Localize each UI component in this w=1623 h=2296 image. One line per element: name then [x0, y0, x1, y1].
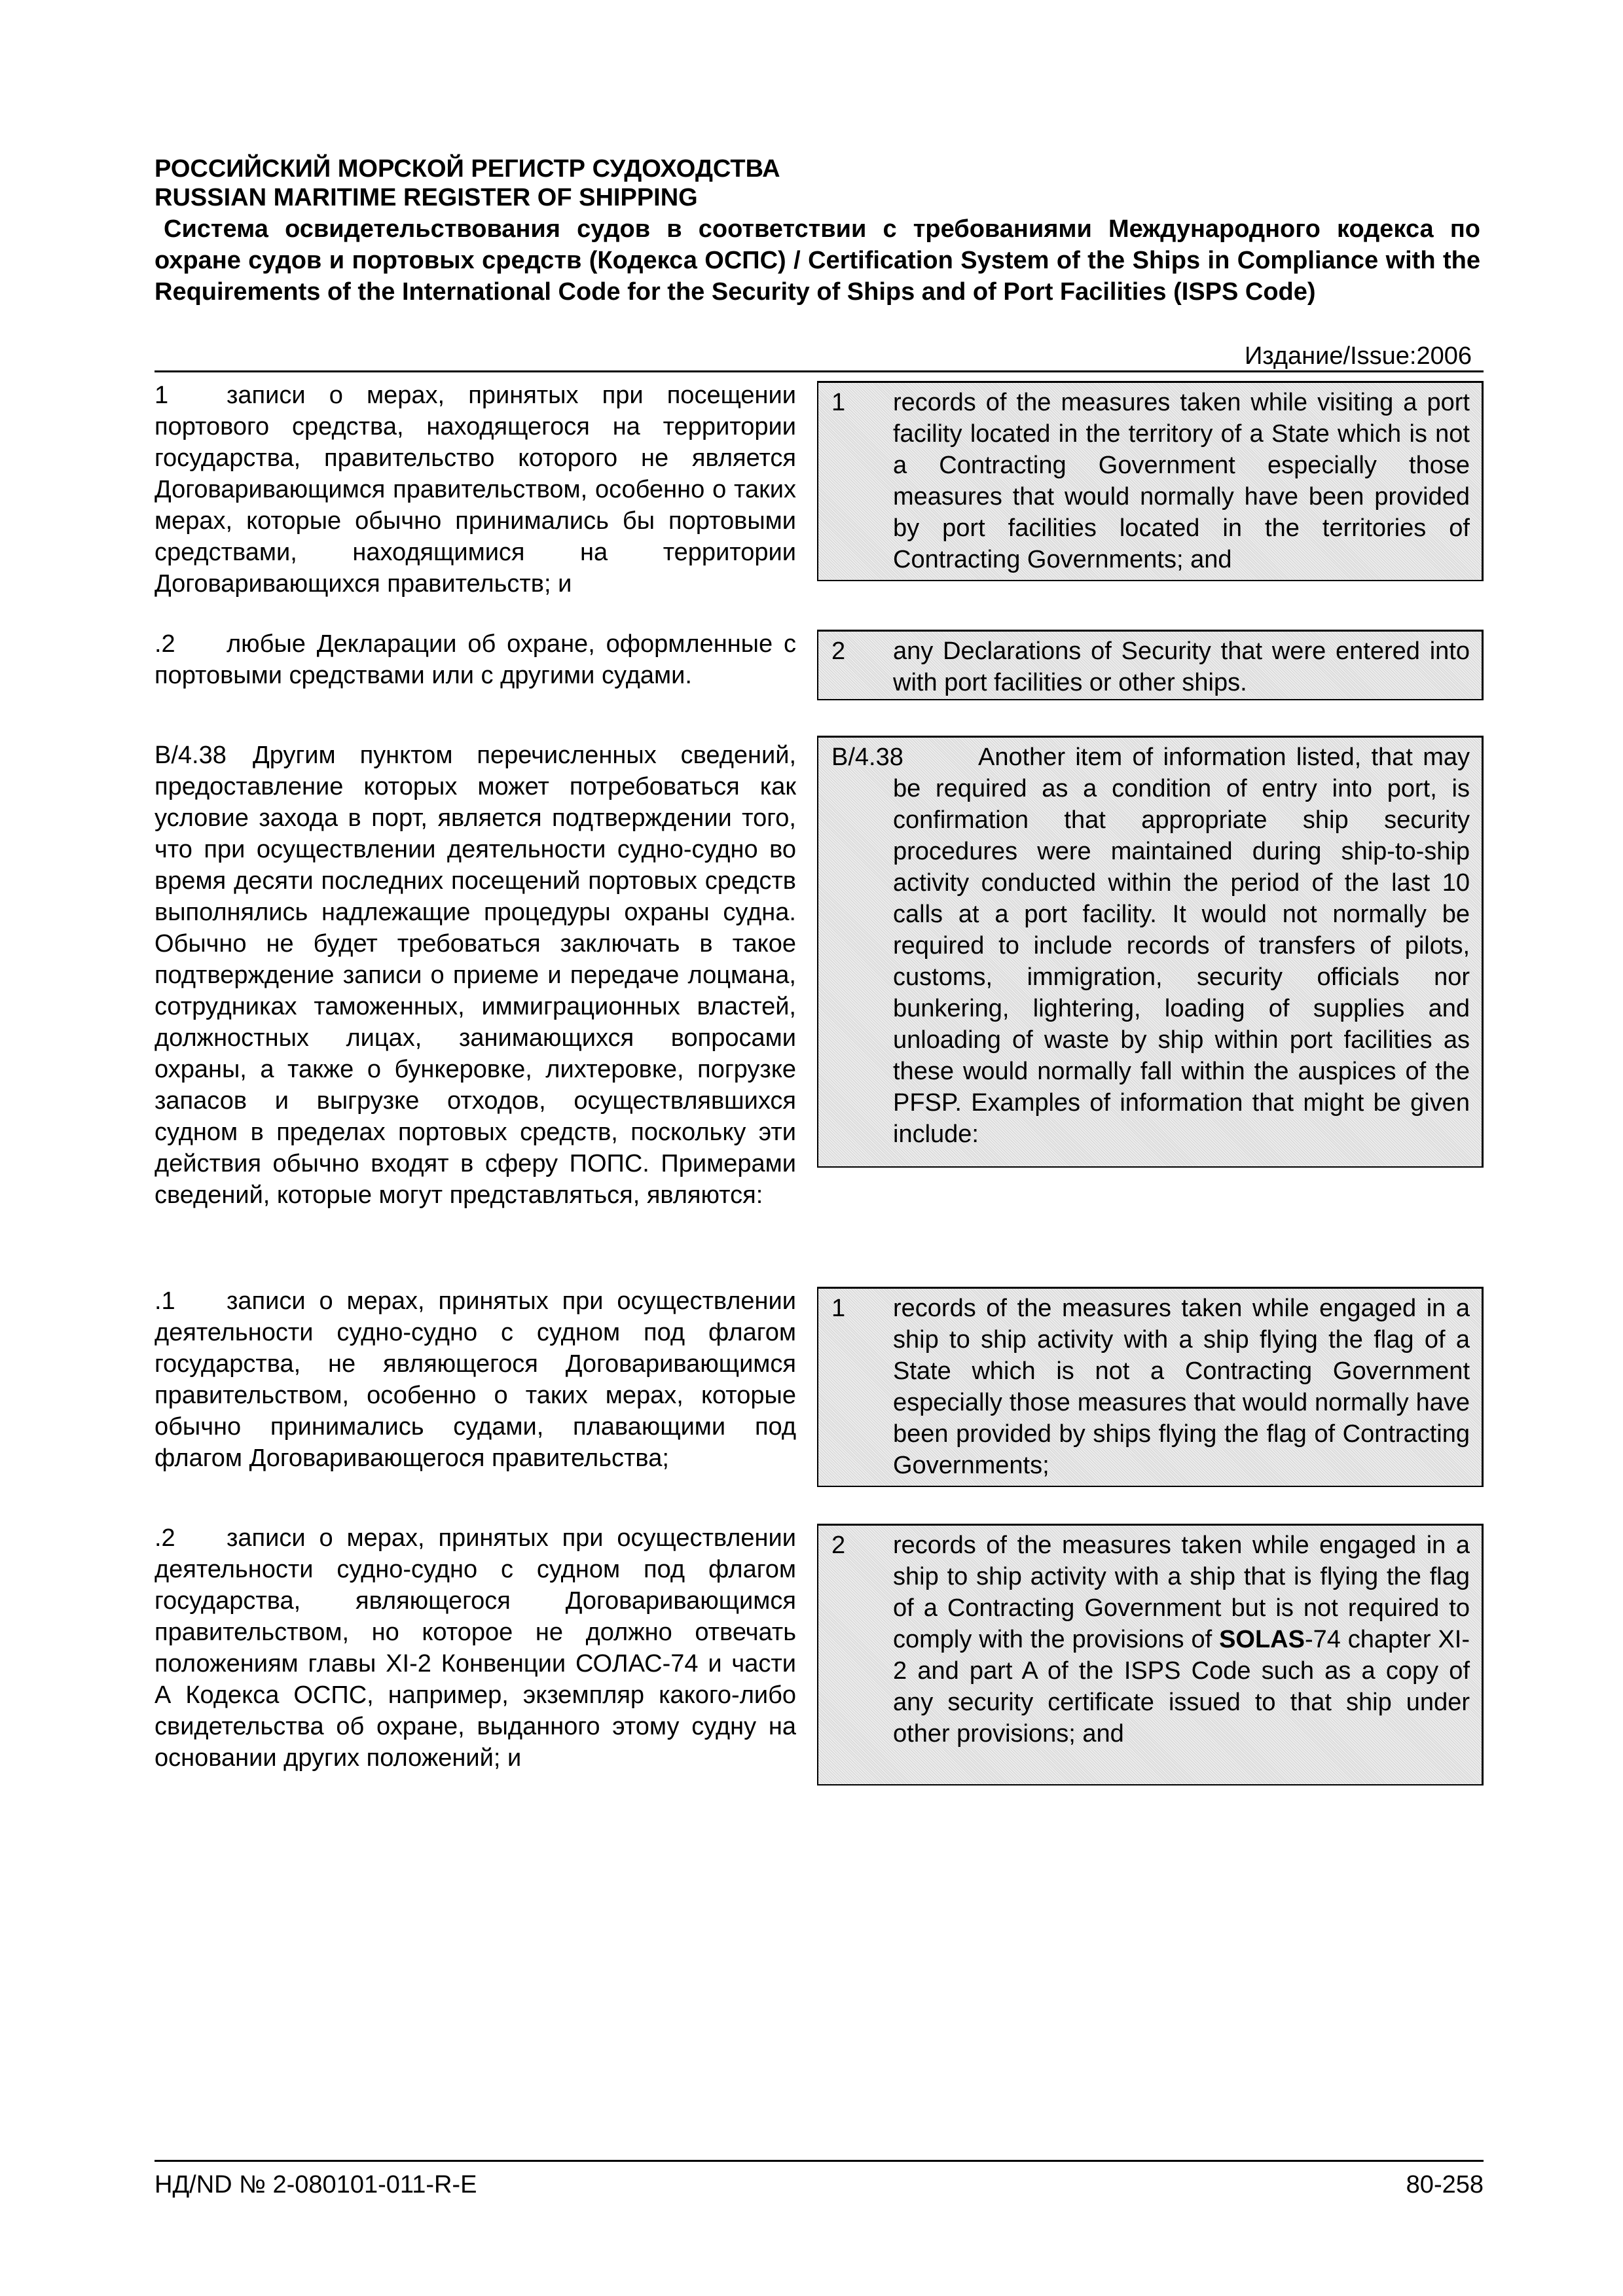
- org-name-ru: РОССИЙСКИЙ МОРСКОЙ РЕГИСТР СУДОХОДСТВА: [155, 155, 780, 183]
- page-number: 80-258: [1406, 2171, 1484, 2198]
- ru-item-text: записи о мерах, принятых при осуществлении деятельности судно-судно с судном под флагом государства, не являющегося Договаривающимся правительством, особенно о таких мерах, которые обычно принимались судами, плавающими под флагом Договаривающегося правительства;: [155, 1287, 796, 1472]
- en-paragraph-b438: [817, 736, 1484, 1168]
- ru-paragraph-3: [155, 1285, 796, 1474]
- ru-item-text: записи о мерах, принятых при посещении портового средства, находящегося на территории государства, правительство которого не является Договаривающимся правительством, особенно о таких мерах, которые обычно принимались бы портовыми средствами, находящимися на территории Договаривающихся правительств; и: [155, 382, 796, 598]
- ru-item-number: B/4.38: [155, 742, 227, 769]
- document-number: НД/ND № 2-080101-011-R-E: [155, 2171, 477, 2198]
- ru-paragraph-2: [155, 628, 796, 691]
- ru-item-text: Другим пунктом перечисленных сведений, предоставление которых может потребоваться как условие захода в порт, является подтверждении того, что при осуществлении деятельности судно-судно во время десяти последних посещений портовых средств выполнялись надлежащие процедуры охраны судна. Обычно не будет требоваться заключать в такое подтверждение записи о приеме и передаче лоцмана, сотрудниках таможенных, иммиграционных властей, должностных лицах, занимающихся вопросами охраны, а также о бункеровке, лихтеровке, погрузке запасов и выгрузке отходов, осуществлявшихся судном в пределах портовых средств, поскольку эти действия обычно входят в сферу ПОПС. Примерами сведений, которые могут представляться, являются:: [155, 742, 796, 1209]
- en-paragraph-2: [817, 630, 1484, 700]
- edition-label: Издание/Issue:2006: [1244, 342, 1472, 370]
- ru-paragraph-4: [155, 1522, 796, 1774]
- ru-paragraph-1: [155, 380, 796, 600]
- org-name-en: RUSSIAN MARITIME REGISTER OF SHIPPING: [155, 184, 698, 211]
- en-paragraph-1: [817, 381, 1484, 581]
- ru-item-number: 1: [155, 382, 169, 409]
- ru-item-number: .2: [155, 630, 175, 658]
- en-item-text: records of the measures taken while visiting a port facility located in the territory of a State which is not a Contracting Government especially those measures that would normally have been provided by port facilities located in the territories of Contracting Governments; and: [893, 389, 1470, 573]
- ru-item-text: записи о мерах, принятых при осуществлении деятельности судно-судно с судном под флагом государства, являющегося Договаривающимся правительством, но которое не должно отвечать положениям главы XI-2 Конвенции СОЛАС-74 и части А Кодекса ОСПС, например, экземпляр какого-либо свидетельства об охране, выданного этому судну на основании других положений; и: [155, 1524, 796, 1772]
- document-subtitle: Система освидетельствования судов в соответствии с требованиями Международного кодекса по охране судов и портовых средств (Кодекса ОСПС) / Certification System of the Ships in Compliance with the Requirements of the International Code for the Security of Ships and of Port Facilities (ISPS Code): [155, 215, 1480, 306]
- ru-item-text: любые Декларации об охране, оформленные с портовыми средствами или с другими судами.: [155, 630, 796, 689]
- solas-term: SOLAS: [1219, 1626, 1305, 1653]
- en-item-text: [893, 1530, 1470, 1749]
- en-item-text: any Declarations of Security that were entered into with port facilities or other ships.: [893, 637, 1470, 696]
- en-item-number: B/4.38: [831, 744, 903, 771]
- en-text-part-a: records of the measures taken while engaged in a ship to ship activity with a ship that is flying the flag of a Contracting Government but is not required to comply with the provisions of: [893, 1532, 1470, 1653]
- en-item-text: Another item of information listed, that may be required as a condition of entry into port, is confirmation that appropriate ship security procedures were maintained during ship-to-ship activity conducted within the period of the last 10 calls at a port facility. It would not normally be required to include records of transfers of pilots, customs, immigration, security officials nor bunkering, lightering, loading of supplies and unloading of waste by ship within port facilities as these would normally fall within the auspices of the PFSP. Examples of information that might be given include:: [893, 744, 1470, 1148]
- en-item-text: records of the measures taken while engaged in a ship to ship activity with a ship flying the flag of a State which is not a Contracting Government especially those measures that would normally have been provided by ships flying the flag of Contracting Governments;: [893, 1295, 1470, 1479]
- en-item-number: 2: [831, 637, 846, 665]
- footer-divider: [155, 2160, 1484, 2162]
- ru-paragraph-b438: [155, 740, 796, 1211]
- en-item-number: 1: [831, 389, 846, 416]
- en-item-number: 1: [831, 1295, 846, 1322]
- header-divider: [155, 370, 1484, 372]
- ru-item-number: .1: [155, 1287, 175, 1315]
- en-paragraph-4: [817, 1524, 1484, 1785]
- document-header: [155, 154, 1480, 308]
- en-text-part-b: -74 chapter XI-2 and part A of the ISPS Code such as a copy of any security certificate issued to that ship under other provisions; and: [893, 1626, 1470, 1748]
- en-item-number: 2: [831, 1532, 846, 1559]
- en-paragraph-3: [817, 1287, 1484, 1487]
- ru-item-number: .2: [155, 1524, 175, 1552]
